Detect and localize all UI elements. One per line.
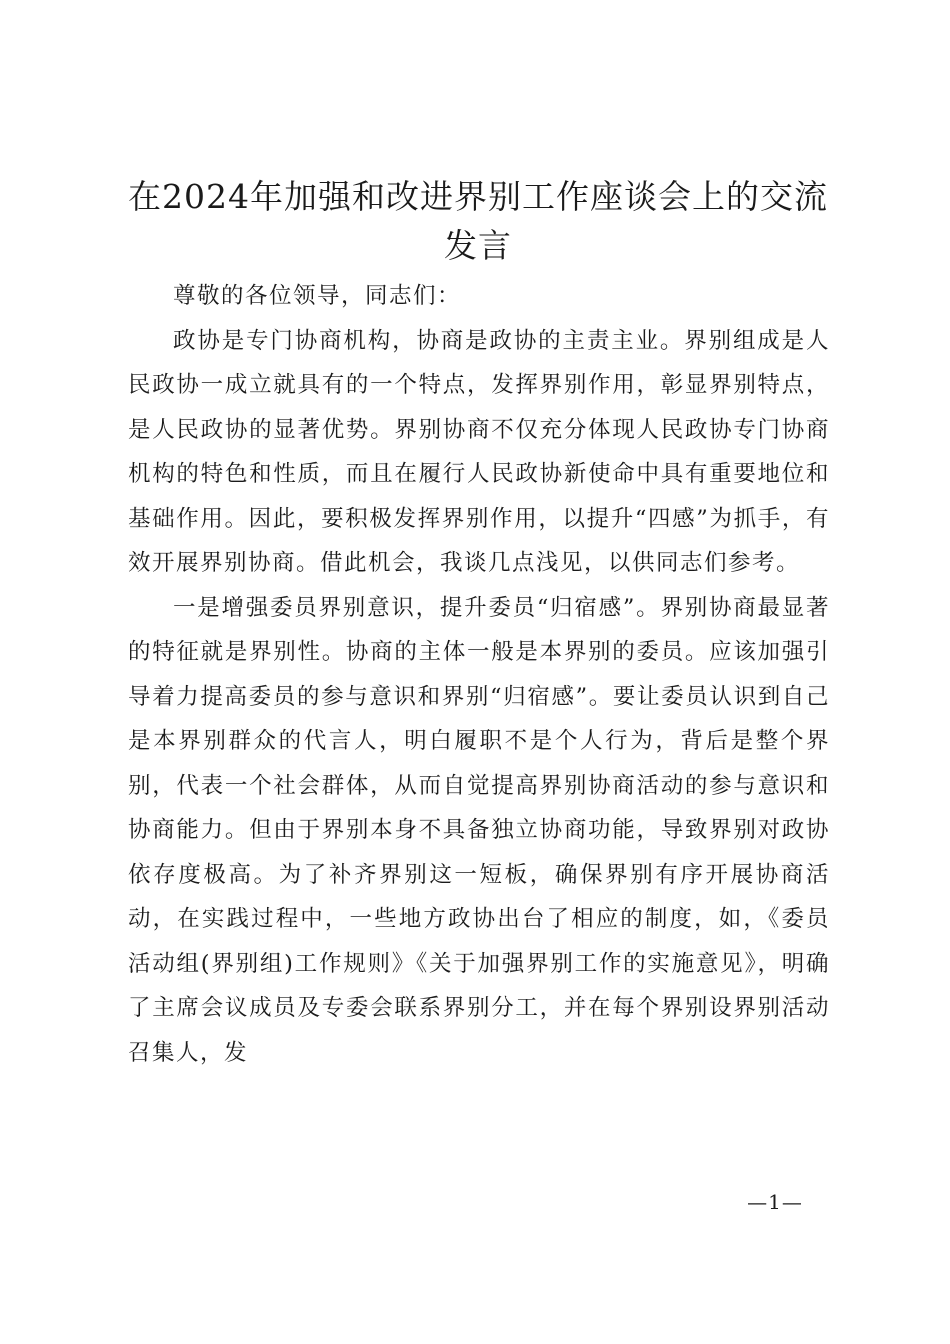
document-body	[128, 274, 830, 1075]
paragraph-point-one: 一是增强委员界别意识，提升委员“归宿感”。界别协商最显著的特征就是界别性。协商的主体一般是本界别的委员。应该加强引导着力提高委员的参与意识和界别“归宿感”。要让委员认识到自己是本界别群众的代言人，明白履职不是个人行为，背后是整个界别，代表一个社会群体，从而自觉提高界别协商活动的参与意识和协商能力。但由于界别本身不具备独立协商功能，导致界别对政协依存度极高。为了补齐界别这一短板，确保界别有序开展协商活动，在实践过程中，一些地方政协出台了相应的制度，如，《委员活动组(界别组)工作规则》《关于加强界别工作的实施意见》，明确了主席会议成员及专委会联系界别分工，并在每个界别设界别活动召集人，发	[128, 594, 830, 1066]
document-title: 在2024年加强和改进界别工作座谈会上的交流发言	[128, 177, 828, 265]
salutation: 尊敬的各位领导，同志们：	[173, 283, 462, 309]
page-number: —1—	[747, 1190, 803, 1214]
paragraph-intro: 政协是专门协商机构，协商是政协的主责主业。界别组成是人民政协一成立就具有的一个特点，发挥界别作用，彰显界别特点，是人民政协的显著优势。界别协商不仅充分体现人民政协专门协商机构的特色和性质，而且在履行人民政协新使命中具有重要地位和基础作用。因此，要积极发挥界别作用，以提升“四感”为抓手，有效开展界别协商。借此机会，我谈几点浅见，以供同志们参考。	[128, 327, 830, 576]
